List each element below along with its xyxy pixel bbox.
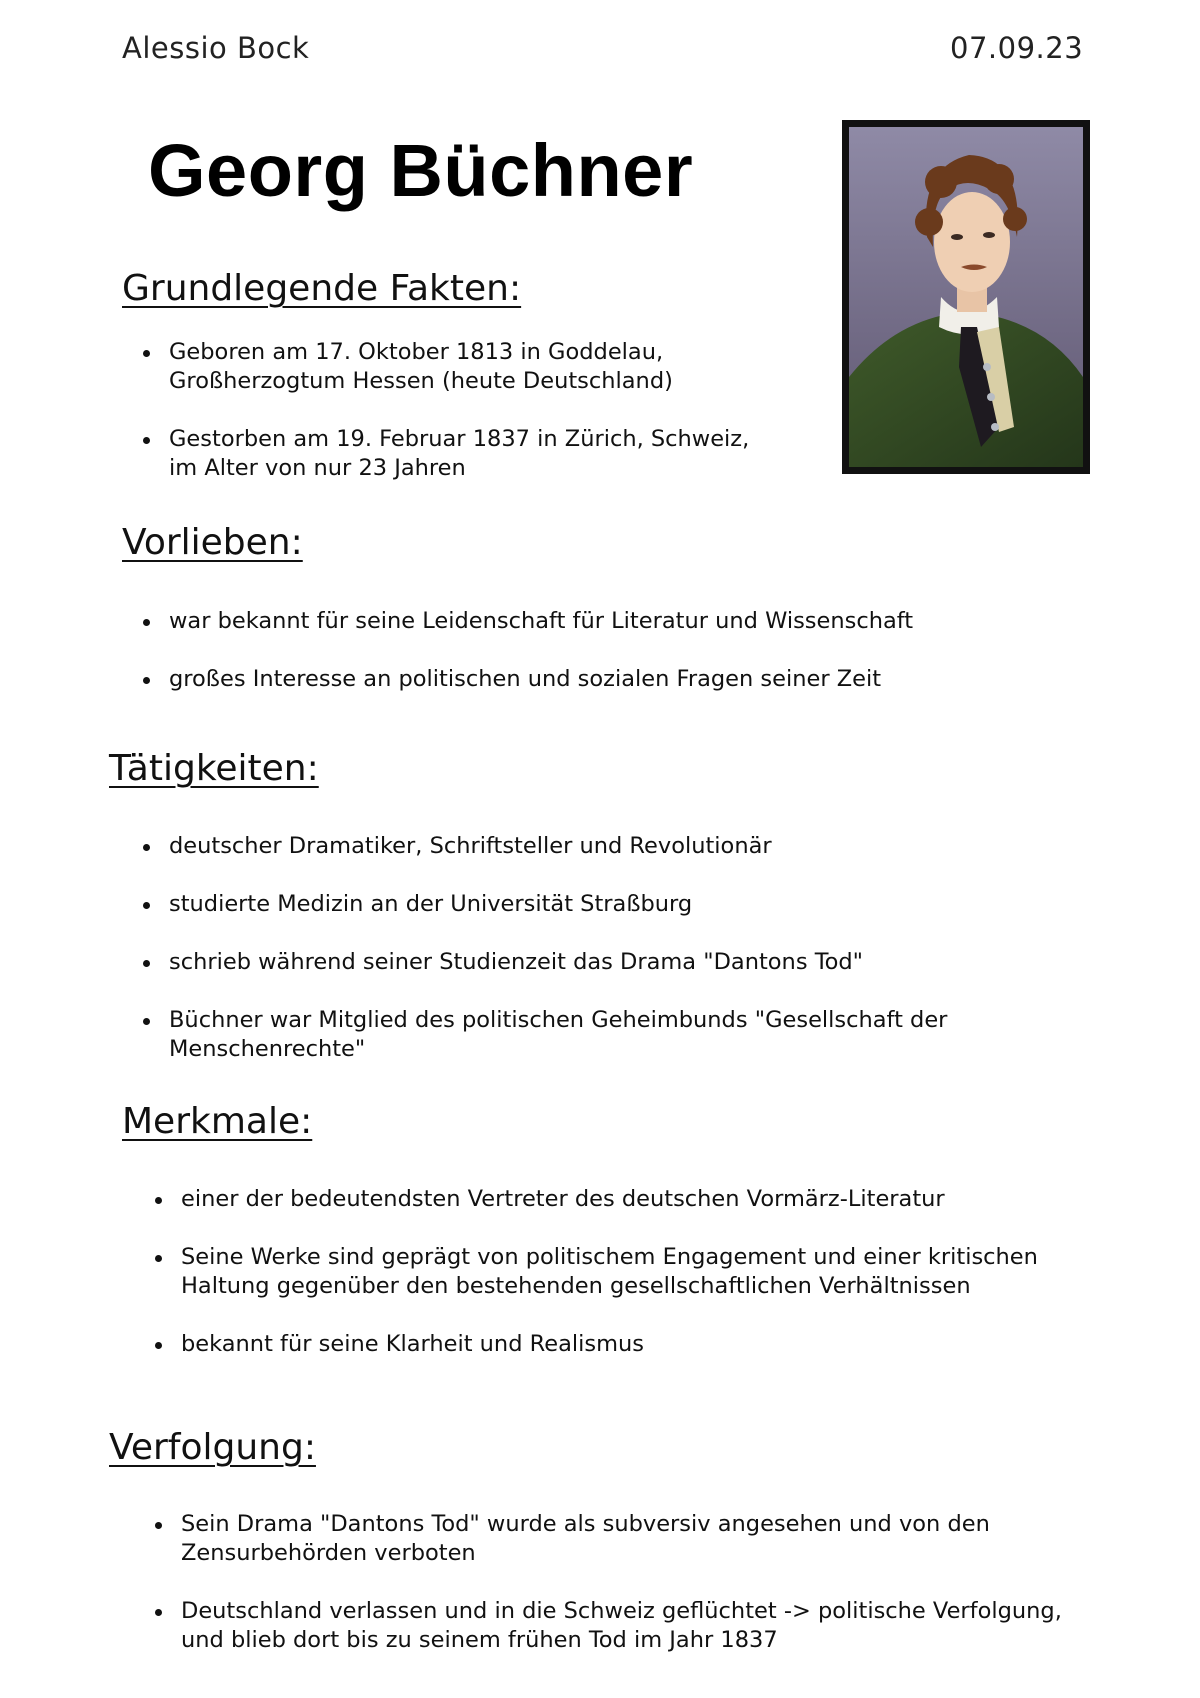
- heading-vorlieben: Vorlieben:: [122, 522, 303, 563]
- list-item: war bekannt für seine Leidenschaft für Literatur und Wissenschaft: [141, 607, 1081, 636]
- list-item: Sein Drama "Dantons Tod" wurde als subversiv angesehen und von den Zensurbehörden verboten: [153, 1510, 1088, 1568]
- heading-verfolgung: Verfolgung:: [109, 1427, 316, 1468]
- list-grundlegende-fakten: [141, 338, 761, 483]
- heading-taetigkeiten: Tätigkeiten:: [109, 748, 319, 789]
- list-item: Deutschland verlassen und in die Schweiz geflüchtet -> politische Verfolgung, und blieb dort bis zu seinem frühen Tod im Jahr 1837: [153, 1597, 1088, 1655]
- document-date: 07.09.23: [950, 31, 1084, 65]
- list-verfolgung: [153, 1510, 1088, 1655]
- list-taetigkeiten: [141, 832, 1056, 1064]
- list-item: großes Interesse an politischen und sozialen Fragen seiner Zeit: [141, 665, 1081, 694]
- list-item: Geboren am 17. Oktober 1813 in Goddelau, Großherzogtum Hessen (heute Deutschland): [141, 338, 761, 396]
- portrait-painting: [849, 127, 1083, 467]
- list-vorlieben: [141, 607, 1081, 694]
- list-item: studierte Medizin an der Universität Straßburg: [141, 890, 1056, 919]
- list-item: bekannt für seine Klarheit und Realismus: [153, 1330, 1058, 1359]
- list-item: einer der bedeutendsten Vertreter des deutschen Vormärz-Literatur: [153, 1185, 1058, 1214]
- list-item: schrieb während seiner Studienzeit das Drama "Dantons Tod": [141, 948, 1056, 977]
- list-item: deutscher Dramatiker, Schriftsteller und Revolutionär: [141, 832, 1056, 861]
- list-item: Gestorben am 19. Februar 1837 in Zürich, Schweiz, im Alter von nur 23 Jahren: [141, 425, 761, 483]
- heading-merkmale: Merkmale:: [122, 1101, 313, 1142]
- heading-grundlegende-fakten: Grundlegende Fakten:: [122, 268, 522, 309]
- author-name: Alessio Bock: [122, 31, 310, 65]
- list-item: Seine Werke sind geprägt von politischem Engagement und einer kritischen Haltung gegenüber den bestehenden gesellschaftlichen Verhältnissen: [153, 1243, 1058, 1301]
- list-item: Büchner war Mitglied des politischen Geheimbunds "Gesellschaft der Menschenrechte": [141, 1006, 1056, 1064]
- portrait-image: [842, 120, 1090, 474]
- list-merkmale: [153, 1185, 1058, 1359]
- page-title: Georg Büchner: [148, 129, 694, 212]
